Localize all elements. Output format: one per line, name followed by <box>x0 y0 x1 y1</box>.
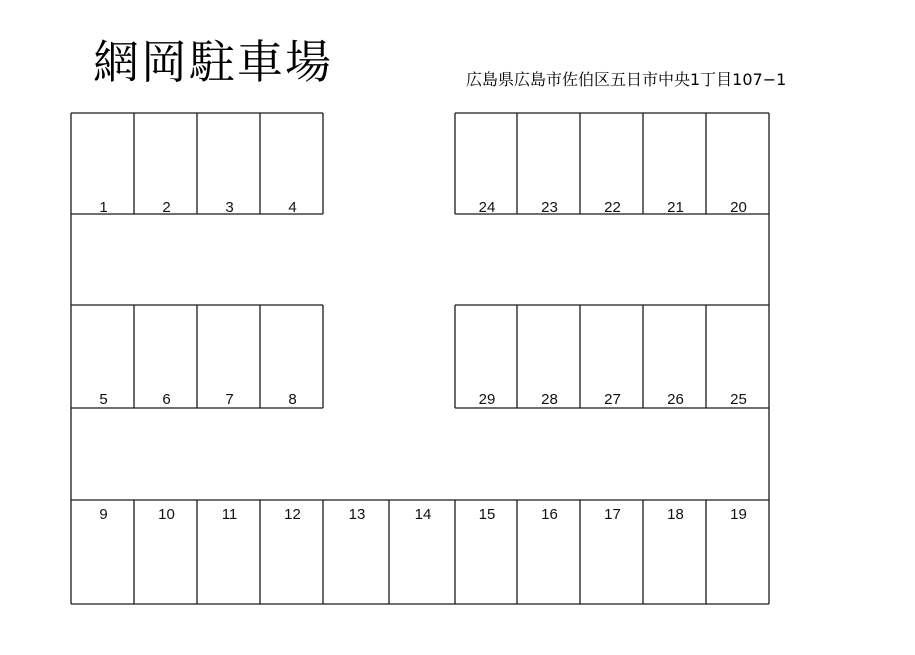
stall-number-13: 13 <box>348 506 366 523</box>
stall-number-3: 3 <box>225 199 234 216</box>
lot-address: 広島県広島市佐伯区五日市中央1丁目107−1 <box>466 70 787 89</box>
stall-number-18: 18 <box>667 506 684 523</box>
stall-number-19: 19 <box>730 506 747 523</box>
stall-number-29: 29 <box>478 391 496 408</box>
stall-number-25: 25 <box>730 391 747 408</box>
stall-number-8: 8 <box>288 391 297 408</box>
stall-number-1: 1 <box>99 199 108 216</box>
stall-number-21: 21 <box>667 199 684 216</box>
stall-number-22: 22 <box>604 199 621 216</box>
stall-number-20: 20 <box>730 199 747 216</box>
stall-number-10: 10 <box>158 506 175 523</box>
stall-number-16: 16 <box>541 506 558 523</box>
stall-number-9: 9 <box>99 506 108 523</box>
stall-number-4: 4 <box>288 199 297 216</box>
stall-number-5: 5 <box>99 391 108 408</box>
stall-number-11: 11 <box>221 506 238 523</box>
stall-number-28: 28 <box>541 391 558 408</box>
stall-number-17: 17 <box>604 506 621 523</box>
stall-number-27: 27 <box>604 391 621 408</box>
lot-title: 網岡駐車場 <box>93 35 333 89</box>
stall-lines <box>71 113 769 604</box>
stall-number-6: 6 <box>162 391 171 408</box>
stall-number-15: 15 <box>478 506 496 523</box>
stall-number-2: 2 <box>162 199 171 216</box>
stall-number-26: 26 <box>667 391 684 408</box>
stall-number-14: 14 <box>414 506 432 523</box>
stall-number-24: 24 <box>478 199 496 216</box>
stall-number-12: 12 <box>284 506 301 523</box>
stall-number-7: 7 <box>225 391 234 408</box>
stall-number-23: 23 <box>541 199 558 216</box>
